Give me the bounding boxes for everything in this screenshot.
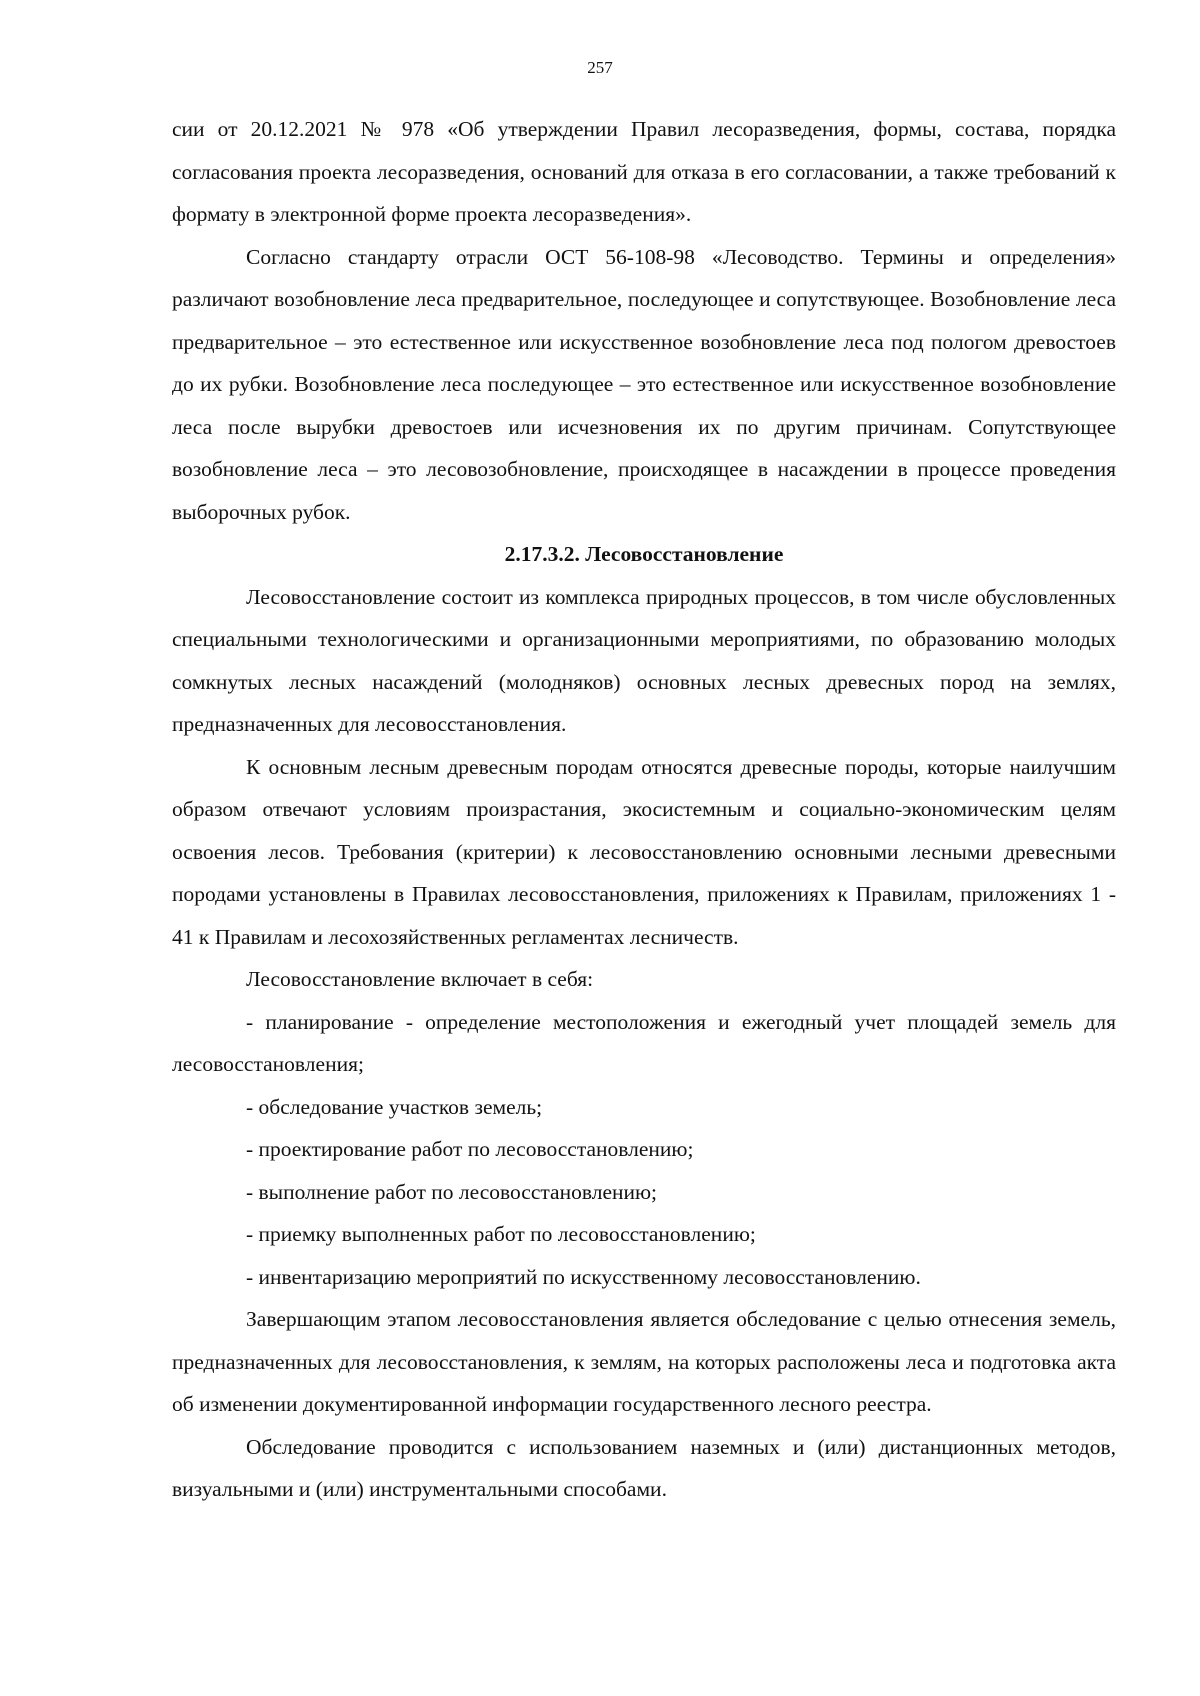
list-item: - планирование - определение местоположения и ежегодный учет площадей земель для лесовосстановления; — [172, 1009, 1116, 1076]
paragraph: К основным лесным древесным породам относятся древесные породы, которые наилучшим образом отвечают условиям произрастания, экосистемным и социально-экономическим целям освоения лесов. Требования (критерии) к лесовосстановлению основными лесными древесными породами установлены в Правилах лесовосстановления, приложениях к Правилам, приложениях 1 - 41 к Правилам и лесохозяйственных регламентах лесничеств. — [172, 754, 1116, 949]
section-heading: 2.17.3.2. Лесовосстановление — [504, 542, 784, 566]
list-item: - приемку выполненных работ по лесовосстановлению; — [246, 1222, 756, 1246]
paragraph: Согласно стандарту отрасли ОСТ 56-108-98 «Лесоводство. Термины и определения» различают возобновление леса предварительное, последующее и сопутствующее. Возобновление леса предварительное – это естественное или искусственное возобновление леса под пологом древостоев до их рубки. Возобновление леса последующее – это естественное или искусственное возобновление леса после вырубки древостоев или исчезновения их по другим причинам. Сопутствующее возобновление леса – это лесовозобновление, происходящее в насаждении в процессе проведения выборочных рубок. — [172, 244, 1116, 524]
list-item: - выполнение работ по лесовосстановлению; — [246, 1179, 658, 1204]
page-number: 257 — [587, 58, 613, 77]
list-item: - проектирование работ по лесовосстановлению; — [246, 1137, 694, 1161]
paragraph: Обследование проводится с использованием наземных и (или) дистанционных методов, визуальными и (или) инструментальными способами. — [172, 1434, 1116, 1501]
list-item: - обследование участков земель; — [246, 1094, 543, 1119]
paragraph: Лесовосстановление включает в себя: — [246, 967, 594, 991]
list-item: - инвентаризацию мероприятий по искусственному лесовосстановлению. — [246, 1264, 921, 1289]
document-body — [172, 108, 1116, 1511]
paragraph: сии от 20.12.2021 № 978 «Об утверждении Правил лесоразведения, формы, состава, порядка согласования проекта лесоразведения, оснований для отказа в его согласовании, а также требований к формату в электронной форме проекта лесоразведения». — [172, 117, 1116, 226]
paragraph: Завершающим этапом лесовосстановления является обследование с целью отнесения земель, предназначенных для лесовосстановления, к землям, на которых расположены леса и подготовка акта об изменении документированной информации государственного лесного реестра. — [172, 1307, 1116, 1416]
paragraph: Лесовосстановление состоит из комплекса природных процессов, в том числе обусловленных специальными технологическими и организационными мероприятиями, по образованию молодых сомкнутых лесных насаждений (молодняков) основных лесных древесных пород на землях, предназначенных для лесовосстановления. — [172, 584, 1116, 736]
